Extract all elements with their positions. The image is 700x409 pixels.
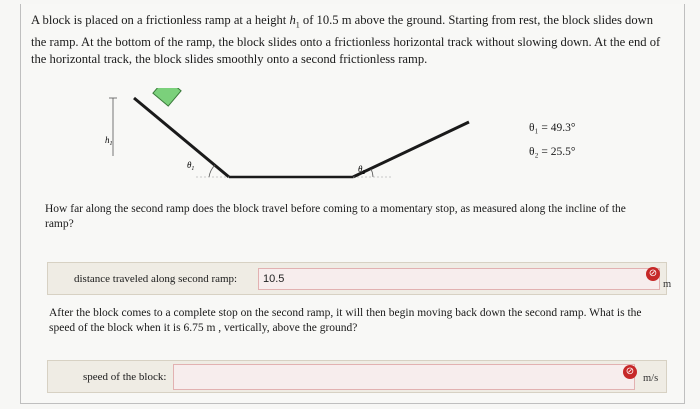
- theta2-value: θ₂ = 25.5°: [529, 146, 576, 158]
- answer-1-unit: m: [663, 279, 672, 290]
- question-2: After the block comes to a complete stop on the second ramp, it will then begin moving back down the second ramp. What is the speed of the block when it is 6.75 m , vertically, above the ground?: [49, 307, 642, 334]
- intro-text-1: A block is placed on a frictionless ramp at a height: [31, 13, 290, 27]
- error-icon: ⊘: [646, 267, 660, 281]
- intro-text-2: of 10.5 m above the ground. Starting from rest, the block slides down the ramp. At the bottom of the ramp, the block slides onto a frictionless horizontal track without slowing down. At the end of the horizontal track, the block slides smoothly onto a second frictionless ramp.: [31, 13, 661, 66]
- problem-panel: [20, 4, 685, 404]
- answer-2-unit: m/s: [643, 373, 659, 384]
- question-1: How far along the second ramp does the block travel before coming to a momentary stop, as measured along the incline of the ramp?: [45, 203, 626, 230]
- error-icon: ⊘: [623, 365, 637, 379]
- h-symbol: h: [289, 13, 296, 27]
- diagram-theta1-label: $\theta_1$: [187, 160, 195, 172]
- diagram-h-label: $h_1$: [105, 135, 113, 147]
- answer-2-box: [47, 360, 667, 393]
- theta1-arc: [209, 165, 215, 177]
- theta1-value: θ₁ = 49.3°: [529, 122, 576, 134]
- answer-1-box: [47, 262, 672, 295]
- h-subscript: 1: [295, 20, 300, 30]
- block: [153, 88, 181, 106]
- ramp-diagram: [101, 88, 481, 183]
- answer-1-label: distance traveled along second ramp:: [74, 273, 238, 285]
- speed-input[interactable]: [173, 364, 635, 390]
- problem-intro: [31, 12, 671, 68]
- second-ramp: [353, 122, 469, 177]
- diagram-theta2-label: $\theta_2$: [358, 164, 366, 176]
- theta2-arc: [371, 169, 373, 177]
- distance-input[interactable]: [258, 268, 660, 290]
- angle-values: [529, 116, 575, 164]
- answer-2-label: speed of the block:: [83, 371, 167, 383]
